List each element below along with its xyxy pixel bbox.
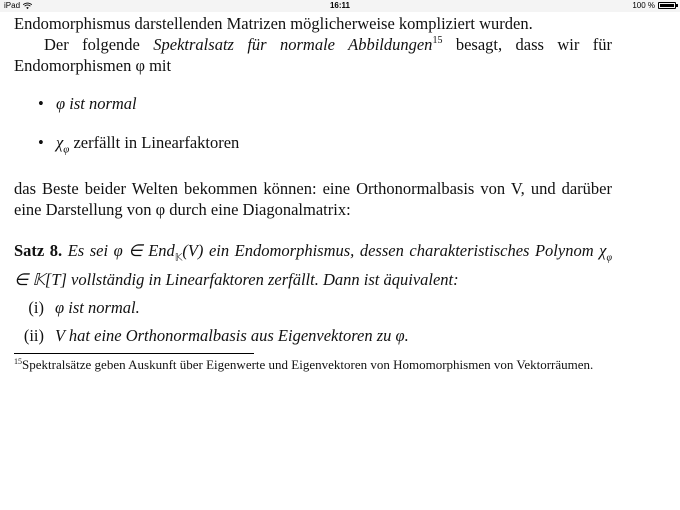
status-bar — [0, 0, 680, 12]
battery-icon — [658, 2, 676, 9]
para2-post: besagt, dass wir für Endomorphismen φ mit — [14, 35, 612, 75]
list-item — [14, 297, 612, 318]
footnote — [14, 357, 612, 373]
spektralsatz-term: Spektralsatz für normale Abbildungen — [153, 35, 433, 54]
document-page — [14, 13, 612, 373]
battery-percent: 100 % — [632, 1, 655, 10]
chi-subscript: φ — [63, 143, 70, 156]
bullet-zerfaellt: zerfällt in Linearfaktoren — [69, 133, 240, 152]
status-time: 16:11 — [329, 1, 351, 10]
theorem-text-b: (V) ein Endomorphismus, dessen charakteristisches Polynom χ — [182, 241, 607, 261]
item-label: (i) — [28, 297, 44, 317]
list-item — [14, 325, 612, 346]
list-item — [38, 132, 612, 160]
theorem-chi-sub: φ — [606, 252, 612, 264]
footnote-rule — [14, 353, 254, 354]
para2-pre: Der folgende — [44, 35, 154, 54]
chi-symbol: χ — [56, 133, 64, 152]
item-label: (ii) — [23, 325, 44, 345]
bullet-normal: φ ist normal — [56, 94, 137, 113]
footnote-text: Spektralsätze geben Auskunft über Eigenwerte und Eigenvektoren von Homomorphismen von Vektorräumen. — [22, 356, 594, 372]
device-name: iPad — [4, 1, 21, 10]
theorem-text-a: Es sei φ ∈ End — [67, 241, 175, 261]
theorem-satz-8 — [14, 240, 612, 289]
status-right — [632, 1, 676, 10]
theorem-heading: Satz 8. — [14, 241, 63, 261]
footnote-ref[interactable]: 15 — [432, 35, 443, 46]
paragraph-spektralsatz — [14, 34, 612, 76]
theorem-field-sub: 𝕂 — [174, 252, 183, 264]
theorem-text-c: ∈ 𝕂[T] vollständig in Linearfaktoren zerfällt. Dann ist äquivalent: — [14, 269, 459, 289]
footnote-mark: 15 — [14, 356, 22, 366]
list-item — [38, 93, 612, 114]
item-text: φ ist normal. — [55, 297, 140, 317]
paragraph-intro: Endomorphismus darstellenden Matrizen möglicherweise kompliziert wurden. — [14, 14, 533, 33]
item-text: V hat eine Orthonormalbasis aus Eigenvektoren zu φ. — [55, 325, 409, 345]
theorem-items — [14, 297, 612, 346]
battery-fill — [660, 4, 674, 7]
paragraph-beste-welten: das Beste beider Welten bekommen können: eine Orthonormalbasis von V, und darüber eine Darstellung von φ durch eine Diagonalmatrix: — [14, 179, 612, 220]
bullet-list — [38, 93, 612, 160]
